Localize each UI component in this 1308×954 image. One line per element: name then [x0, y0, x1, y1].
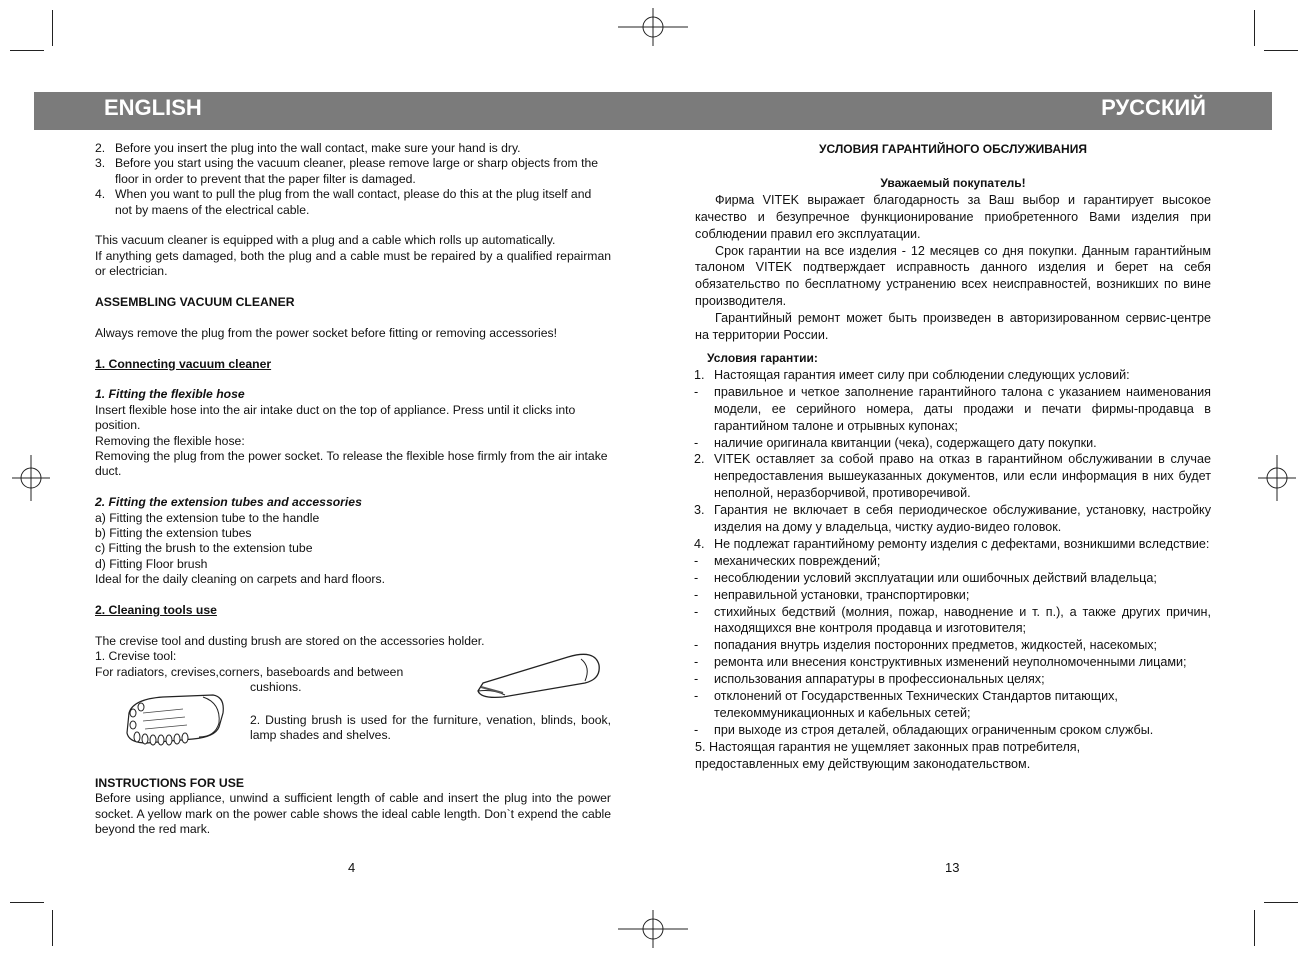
- crevise-text: For radiators, crevises,corners, baseboards and between: [95, 664, 404, 679]
- list-item: - попадания внутрь изделия посторонних предметов, жидкостей, насекомых;: [694, 638, 1158, 653]
- crop-mark: [52, 910, 53, 946]
- subsection-heading: 2. Fitting the extension tubes and accessories: [95, 495, 362, 510]
- dusting-brush-icon: [123, 693, 227, 753]
- list-item: a) Fitting the extension tube to the handle: [95, 510, 320, 525]
- list-item: c) Fitting the brush to the extension tube: [95, 541, 313, 556]
- paragraph: 5. Настоящая гарантия не ущемляет законных прав потребителя,: [695, 739, 1081, 754]
- list-item: 4. When you want to pull the plug from the wall contact, please do this at the plug itself and not by maens of the electrical cable.: [95, 187, 592, 217]
- paragraph: Before using appliance, unwind a sufficient length of cable and insert the plug into the power socket. A yellow mark on the power cable shows the ideal cable length. Don`t expend the cable beyond the red mark.: [95, 791, 611, 837]
- paragraph: Ideal for the daily cleaning on carpets and hard floors.: [95, 572, 385, 587]
- brush-text: 2. Dusting brush is used for the furniture, venation, blinds, book, lamp shades and shelves.: [250, 712, 611, 743]
- crop-mark: [1264, 50, 1298, 51]
- language-header-bar: [34, 92, 1272, 130]
- crevise-text: cushions.: [250, 679, 302, 694]
- list-item: b) Fitting the extension tubes: [95, 526, 252, 541]
- page-title: УСЛОВИЯ ГАРАНТИЙНОГО ОБСЛУЖИВАНИЯ: [819, 142, 1087, 156]
- list-item: - стихийных бедствий (молния, пожар, наводнение и т. п.), а также других причин, находящихся вне контроля продавца и изготовителя;: [694, 604, 1211, 636]
- list-item: - наличие оригинала квитанции (чека), содержащего дату покупки.: [694, 435, 1097, 450]
- cable-text: This vacuum cleaner is equipped with a plug and a cable which rolls up automatically.: [95, 233, 556, 248]
- header-title-russian: РУССКИЙ: [1101, 95, 1206, 120]
- list-item: 2. VITEK оставляет за собой право на отказ в гарантийном обслуживании в случае непредоставления вышеуказанных документов, или если информация в них будет неполной, неразборчивой, противоречивой.: [694, 452, 1211, 501]
- registration-mark-icon: [12, 455, 50, 501]
- cable-repair-text: If anything gets damaged, both the plug and a cable must be repaired by a qualified repairman or electrician.: [95, 248, 611, 279]
- registration-mark-icon: [618, 8, 688, 46]
- page-number: 13: [945, 860, 960, 875]
- subsection-heading: 1. Fitting the flexible hose: [95, 387, 245, 402]
- section-heading: INSTRUCTIONS FOR USE: [95, 776, 244, 791]
- subsection-heading: 1. Connecting vacuum cleaner: [95, 356, 272, 371]
- list-item: - использования аппаратуры в профессиональных целях;: [694, 672, 1045, 687]
- section-heading: ASSEMBLING VACUUM CLEANER: [95, 295, 295, 310]
- list-item: - правильное и четкое заполнение гарантийного талона с указанием наименования модели, ее серийного номера, даты продажи и печати фирмы-продавца в гарантийном талоне и отрывных купонах;: [694, 384, 1211, 433]
- list-item: - неправильной установки, транспортировки;: [694, 587, 970, 602]
- list-item: - механических повреждений;: [694, 553, 881, 568]
- paragraph: Гарантийный ремонт может быть произведен в авторизированном сервис-центре на территории России.: [695, 311, 1211, 343]
- crevice-tool-icon: [473, 651, 603, 701]
- paragraph: Removing the flexible hose:: [95, 433, 245, 448]
- header-title-english: ENGLISH: [104, 95, 202, 120]
- list-item: 3. Гарантия не включает в себя периодическое обслуживание, установку, настройку изделия на дому у владельца, чистку аудио-видео головок.: [694, 503, 1211, 535]
- page-number: 4: [348, 860, 356, 875]
- subsection-heading: Условия гарантии:: [707, 350, 818, 365]
- crop-mark: [52, 10, 53, 46]
- crop-mark: [1254, 910, 1255, 946]
- list-item: - отклонений от Государственных Технических Стандартов питающих, телекоммуникационных и кабельных сетей;: [694, 689, 1118, 720]
- list-item: 2. Before you insert the plug into the wall contact, make sure your hand is dry.: [95, 141, 521, 155]
- registration-mark-icon: [1258, 455, 1296, 501]
- registration-mark-icon: [618, 910, 688, 948]
- subsection-heading: 2. Cleaning tools use: [95, 603, 217, 618]
- list-item: 4. Не подлежат гарантийному ремонту изделия с дефектами, возникшими вследствие:: [694, 536, 1210, 551]
- crop-mark: [1264, 902, 1298, 903]
- list-item: 3. Before you start using the vacuum cleaner, please remove large or sharp objects from the floor in order to prevent that the paper filter is damaged.: [95, 156, 599, 186]
- list-item: - несоблюдении условий эксплуатации или ошибочных действий владельца;: [694, 570, 1157, 585]
- tools-block: [95, 665, 611, 761]
- crop-mark: [1254, 10, 1255, 46]
- list-item: - ремонта или внесения конструктивных изменений неуполномоченными лицами;: [694, 655, 1187, 670]
- paragraph: Срок гарантии на все изделия - 12 месяцев со дня покупки. Данным гарантийным талоном VITEK подтверждает исправность данного изделия и берет на себя обязательство по бесплатному устранению всех неисправностей, возникших по вине производителя.: [695, 243, 1211, 309]
- paragraph: 1. Crevise tool:: [95, 649, 177, 664]
- list-item: 1. Настоящая гарантия имеет силу при соблюдении следующих условий:: [694, 367, 1130, 382]
- warning-text: Always remove the plug from the power socket before fitting or removing accessories!: [95, 325, 557, 340]
- list-item: d) Fitting Floor brush: [95, 556, 208, 571]
- russian-page: [695, 141, 1211, 773]
- crop-mark: [10, 50, 44, 51]
- crop-mark: [10, 902, 44, 903]
- list-item: - при выходе из строя деталей, обладающих ограниченным сроком службы.: [694, 722, 1154, 737]
- paragraph: Фирма VITEK выражает благодарность за Ваш выбор и гарантирует высокое качество и безупречное функционирование приобретенного Вами изделия при соблюдении правил его эксплуатации.: [695, 192, 1211, 241]
- english-page: [95, 141, 611, 838]
- paragraph: Insert flexible hose into the air intake duct on the top of appliance. Press until it clicks into position.: [95, 402, 576, 433]
- greeting: Уважаемый покупатель!: [880, 175, 1026, 190]
- paragraph: The crevise tool and dusting brush are stored on the accessories holder.: [95, 633, 485, 648]
- paragraph: предоставленных ему действующим законодательством.: [695, 756, 1031, 771]
- paragraph: Removing the plug from the power socket. To release the flexible hose firmly from the air intake duct.: [95, 449, 608, 479]
